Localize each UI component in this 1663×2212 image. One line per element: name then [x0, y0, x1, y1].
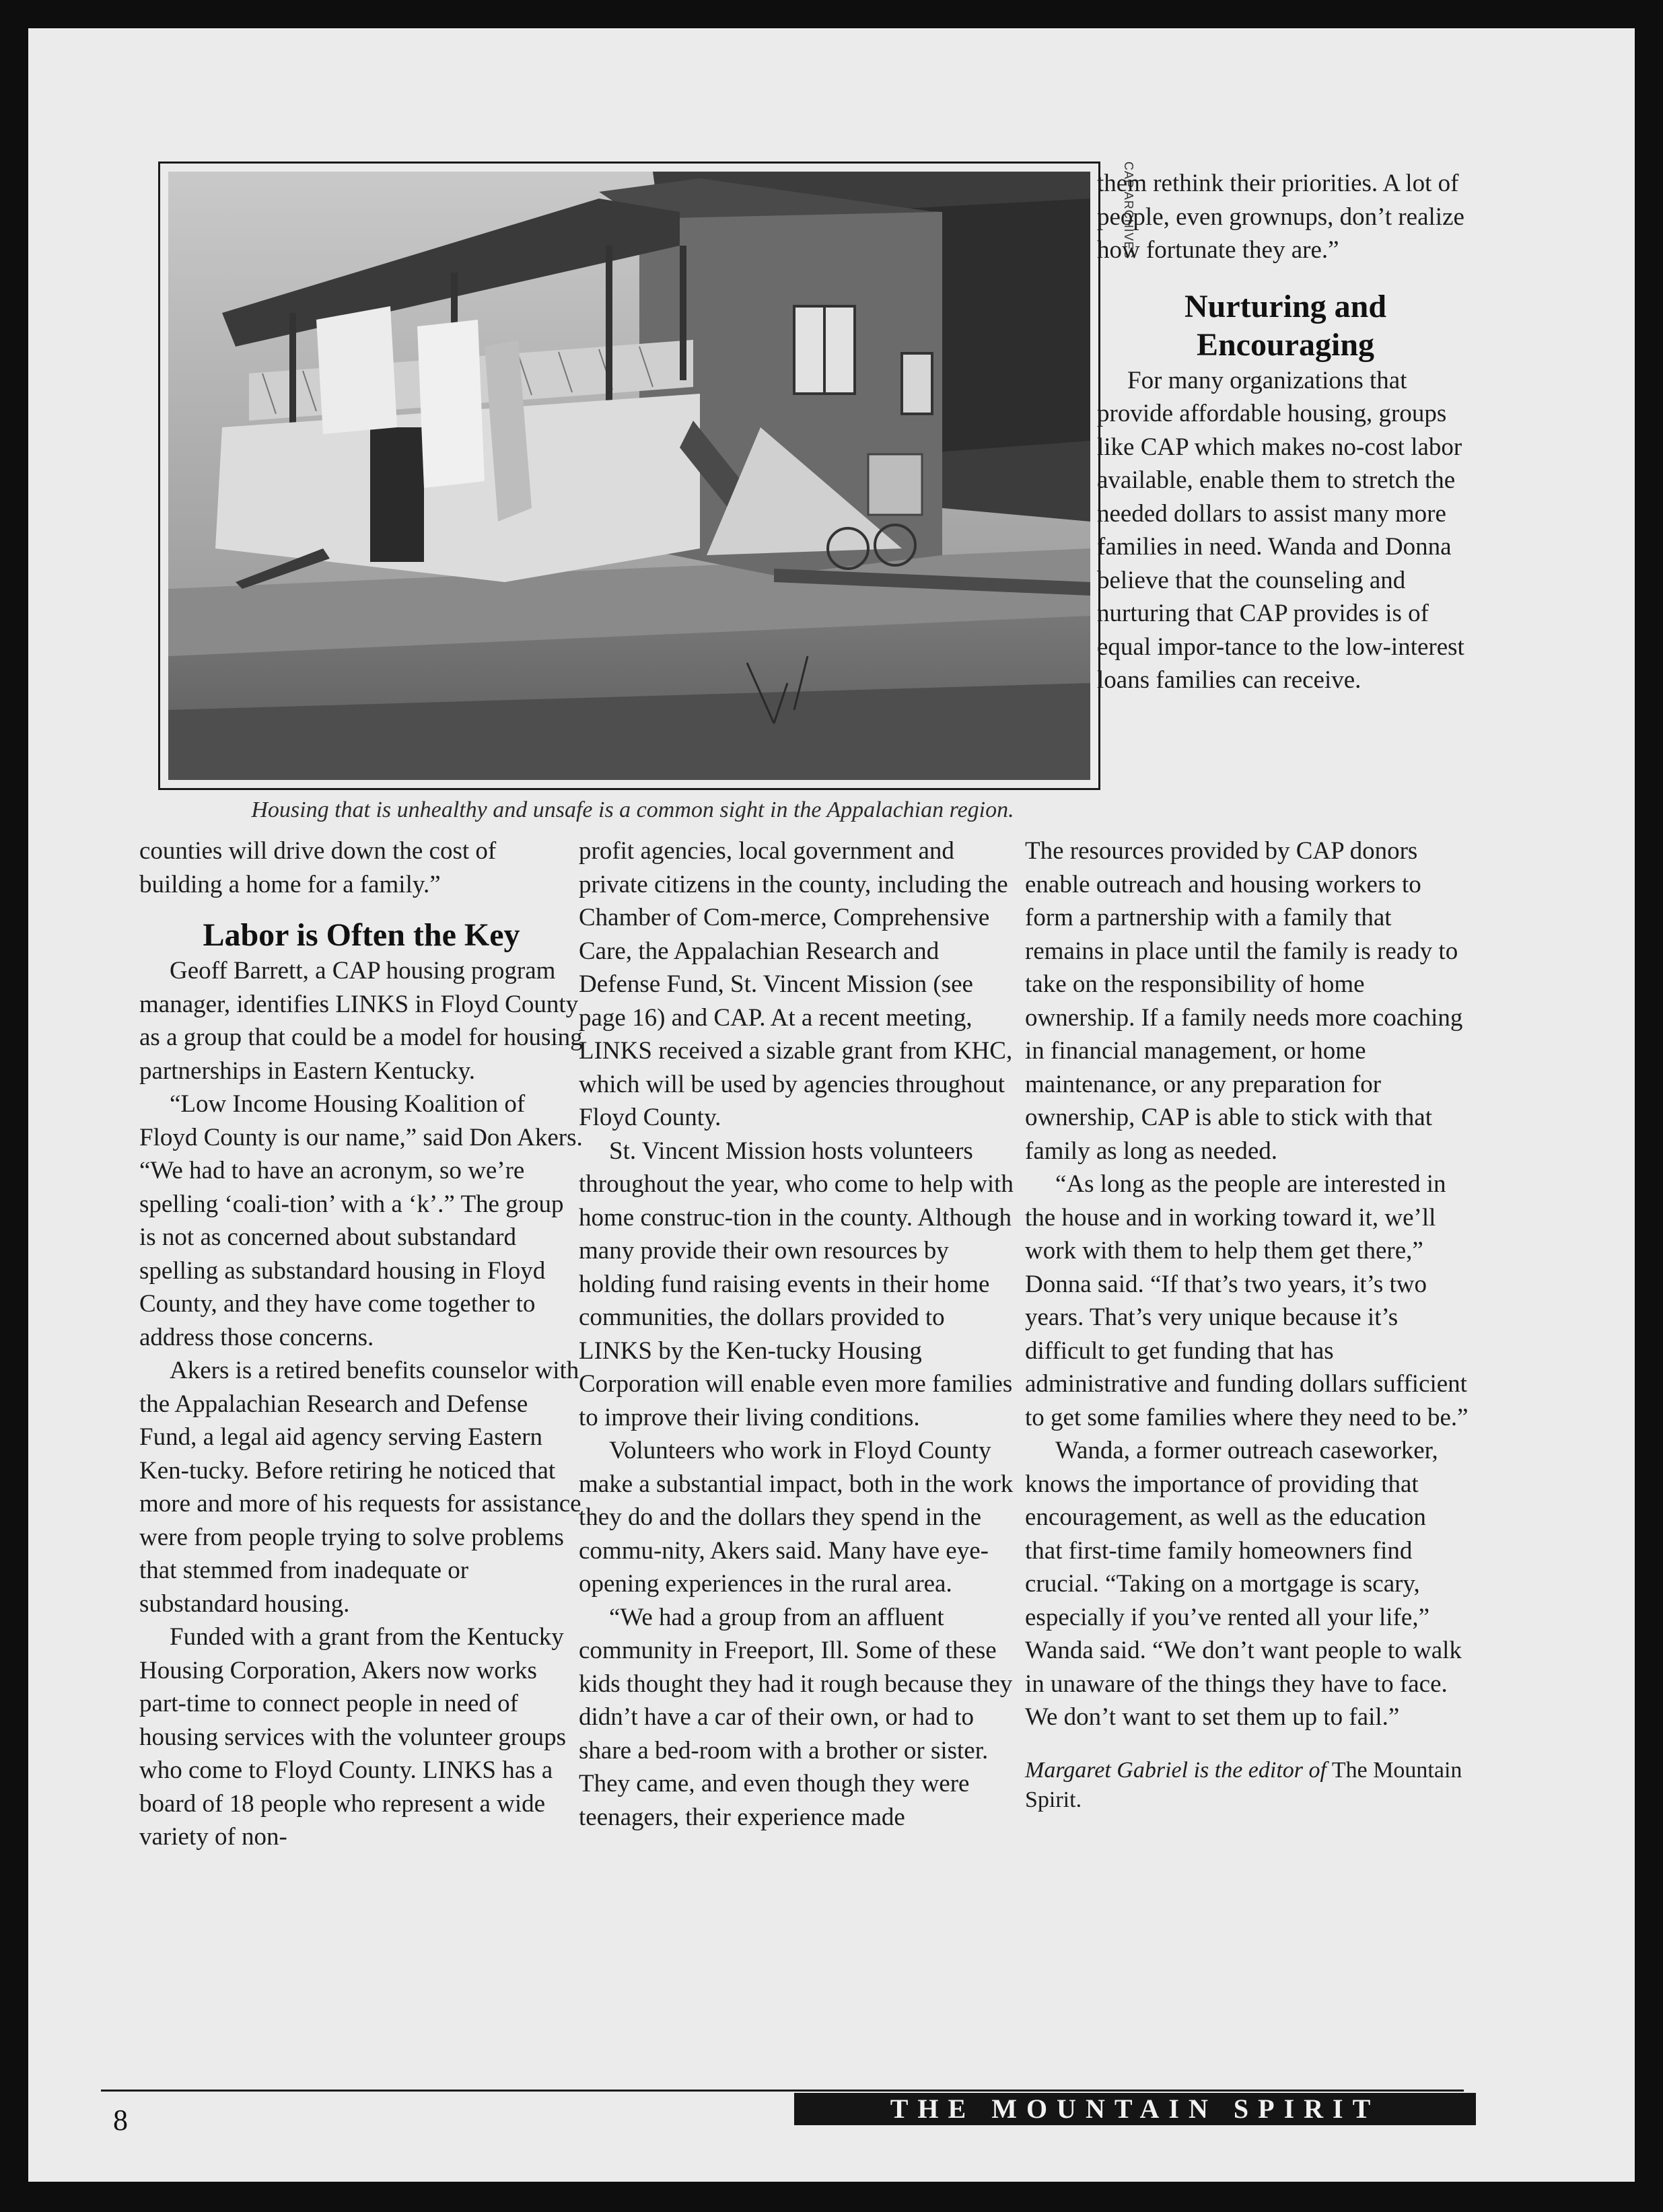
- paragraph: For many organizations that provide affordable housing, groups like CAP which makes no-cost labor available, enable them to stretch the needed dollars to assist many more families in need. Wanda and Donna believe that the counseling and nurturing that CAP provides is of equal impor-tance to the low-interest loans families can receive.: [1097, 366, 1464, 694]
- paragraph: The resources provided by CAP donors enable outreach and housing workers to form a partnership with a family that remains in place until the family is ready to take on the responsibility of home ownership. If a family needs more coaching in financial management, or home maintenance, or any preparation for ownership, CAP is able to stick with that family as long as needed.: [1025, 837, 1463, 1165]
- paragraph: St. Vincent Mission hosts volunteers throughout the year, who come to help with home construc-tion in the county. Although many provide their own resources by holding fund raising events in their home communities, the dollars provided to LINKS by the Ken-tucky Housing Corporation will enable even more families to improve their living conditions.: [579, 1137, 1014, 1431]
- byline-text: Margaret Gabriel is the editor of: [1025, 1757, 1326, 1783]
- paragraph: “As long as the people are interested in the house and in working toward it, we’ll work with them to help them get there,” Donna said. “If that’s two years, it’s two years. That’s very unique because it’s difficult to get funding that has administrative and funding dollars sufficient to get some families where they need to be.”: [1025, 1170, 1469, 1431]
- article-column-3-bottom: [1025, 834, 1469, 1815]
- house-photo-illustration: [168, 172, 1090, 780]
- article-column-3-top: [1097, 167, 1474, 697]
- paragraph: Volunteers who work in Floyd County make a substantial impact, both in the work they do and the dollars they spend in the commu-nity, Akers said. Many have eye-opening experiences in the rural area.: [579, 1437, 1014, 1598]
- paragraph: Akers is a retired benefits counselor with the Appalachian Research and Defense Fund, a legal aid agency serving Eastern Ken-tucky. Before retiring he noticed that more and more of his requests for assistance were from people trying to solve problems that stemmed from inadequate or substandard housing.: [139, 1357, 581, 1618]
- paragraph: profit agencies, local government and private citizens in the county, including the Chamber of Com-merce, Comprehensive Care, the Appalachian Research and Defense Fund, St. Vincent Mission (see page 16) and CAP. At a recent meeting, LINKS received a sizable grant from KHC, which will be used by agencies throughout Floyd County.: [579, 837, 1013, 1131]
- byline-publication: The Mountain Spirit.: [1025, 1757, 1462, 1812]
- section-heading-nurturing: Nurturing and Encouraging: [1184, 288, 1387, 363]
- author-byline: [1025, 1756, 1469, 1815]
- page-number: 8: [113, 2104, 128, 2137]
- paragraph: Funded with a grant from the Kentucky Housing Corporation, Akers now works part-time to connect people in need of housing services with the volunteer groups who come to Floyd County. LINKS has a board of 18 people who represent a wide variety of non-: [139, 1623, 567, 1851]
- article-column-1: [139, 834, 583, 1854]
- paragraph: “We had a group from an affluent community in Freeport, Ill. Some of these kids thought they had it rough because they didn’t have a car of their own, or had to share a bed-room with a brother or sister. They came, and even though they were teenagers, their experience made: [579, 1603, 1013, 1831]
- footer-rule: [101, 2090, 1464, 2092]
- house-photo-frame: [158, 162, 1100, 790]
- paragraph: them rethink their priorities. A lot of people, even grownups, don’t realize how fortunate they are.”: [1097, 170, 1464, 264]
- paragraph: Geoff Barrett, a CAP housing program manager, identifies LINKS in Floyd County as a group that could be a model for housing partnerships in Eastern Kentucky.: [139, 957, 583, 1085]
- masthead-banner: THE MOUNTAIN SPIRIT: [794, 2093, 1476, 2125]
- photo-caption: Housing that is unhealthy and unsafe is a common sight in the Appalachian region.: [251, 797, 1014, 822]
- house-photo: [168, 172, 1090, 780]
- section-heading-labor: Labor is Often the Key: [203, 917, 520, 953]
- article-column-2: [579, 834, 1023, 1834]
- paragraph: “Low Income Housing Koalition of Floyd County is our name,” said Don Akers. “We had to have an acronym, so we’re spelling ‘coali-tion’ with a ‘k’.” The group is not as concerned about substandard spelling as substandard housing in Floyd County, and they have come together to address those concerns.: [139, 1090, 583, 1351]
- photo-credit: CAP ARCHIVES: [1122, 162, 1135, 259]
- paragraph: Wanda, a former outreach caseworker, knows the importance of providing that encouragement, as well as the education that first-time family homeowners find crucial. “Taking on a mortgage is scary, especially if you’ve rented all your life,” Wanda said. “We don’t want people to walk in unaware of the things they have to face. We don’t want to set them up to fail.”: [1025, 1437, 1462, 1731]
- paragraph: counties will drive down the cost of building a home for a family.”: [139, 837, 497, 898]
